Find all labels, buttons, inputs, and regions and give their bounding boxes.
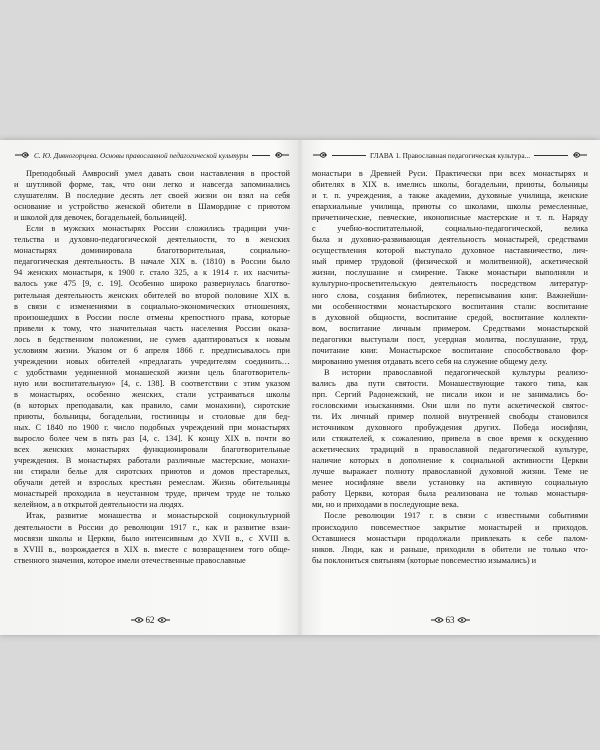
text-line: учреждении новых обителей «предлагать учредителям соединить… [14,356,290,366]
text-line: выросло более чем в пять раз [4, с. 134]. К концу XIX в. почти во [14,434,290,444]
text-line: Преподобный Амвросий умел давать свои наставления в простой [26,169,290,178]
text-line: в связи с изменениями в социально-экономических отношениях, [14,301,290,311]
text-line: прп. Сергий Радонежский, не писали икон и не занимались бо- [312,389,588,399]
text-line: ников. Люди, как и раньше, приходили в обители не только что- [312,544,588,554]
text-line: лось в бедственном положении, не сумев адаптироваться к новым [14,334,290,344]
text-line: обителях в XIX в. имелись школы, богадельни, приюты, больницы [312,180,588,190]
left-page-number: 62 [145,615,155,625]
text-line: ный пример трудовой (физической и молитвенной), аскетической [312,257,588,267]
text-line: ти. Их личный пример полной внутренней свободы становился [312,412,588,422]
text-line: происходило повсеместное закрытие монастырей и приходов. [312,522,588,532]
text-line: условиям жизни. Указом от 6 апреля 1866 г. предписывалось при [14,345,290,355]
text-line: ственного значения, которое имели отечественные православные [14,555,246,565]
text-line: менее иосифляне ввели установку на активную социальную [312,478,588,488]
folio-ornament-left-icon [130,616,144,624]
text-line: монастыри в Древней Руси. Практически при всех монастырях и [312,169,588,178]
text-line: 94 женских монастыря, к 1900 г. стало 325, а к 1914 г. их насчиты- [14,268,290,278]
text-line: вом, воспитание личным примером. Средствами монастырской [312,323,588,333]
fleuron-ornament-icon [274,151,290,159]
right-running-head [312,148,588,162]
text-line: культурно-просветительскую деятельность посредством литератур- [312,279,588,289]
text-line: рительная деятельность женских обителей во второй половине XIX в. [14,290,290,300]
text-line: келейном, а в открытой деятельности на людях. [14,500,184,510]
text-line: После революции 1917 г. в связи с известными событиями [324,511,588,521]
text-line: источником духовного пробуждения других. Победа иосифлян, [312,423,588,433]
text-line: педагогики выступали пост, усердная молитва, послушание, труд, [312,334,588,344]
text-line: в духовной общности, воспитание средой, воспитание коллекти- [312,312,588,322]
text-line: работу Церкви, которая была реализована не только монастыря- [312,489,588,499]
text-line: Оставшиеся монастыри продолжали привлекать к себе палом- [312,533,588,543]
text-line: с учебно-воспитательной, социально-педагогической, велика [312,224,588,234]
text-line: обучали детей и взрослых крестьян ремеслам. Жизнь обительницы [14,478,290,488]
book-spread [0,140,600,635]
text-line: учреждения. В монастырях работали различные мастерские, монахи- [14,456,290,466]
folio-ornament-left-icon [430,616,444,624]
text-line: ных. С 1840 по 1900 г. число подобных учреждений при монастырях [14,423,290,433]
text-line: тельства и духовно-педагогической деятельности, то в женских [14,235,290,245]
text-line: Если в мужских монастырях России сложились традиции учи- [26,224,290,234]
text-line: ни стирали белье для сиротских приютов и домов престарелых, [14,467,290,477]
text-line: гословскими изысканиями. Они шли по пути аскетической святос- [312,400,588,410]
folio-ornament-right-icon [157,616,171,624]
text-line: бы поклониться святыням (которые повсеместно изымались) и [312,555,537,565]
text-line: жизни, послушание и смирение. Также монастыри выполняли и [312,268,588,278]
fleuron-ornament-icon [312,151,328,159]
fleuron-ornament-icon [572,151,588,159]
text-line: слушателям. В последние десять лет своей жизни он взял на себя [14,191,290,201]
left-body-text [14,168,290,566]
text-line: деятельности в России до революции 1917 г., как и развитие взаи- [14,522,290,532]
right-page [300,140,600,635]
text-line: и шутливой форме, так, что они легко и навсегда запоминались [14,180,290,190]
text-line: осуществления которой выступало духовное наставничество, лич- [312,246,588,256]
text-line: наличие которых в дополнение к социальной активности Церкви [312,456,588,466]
text-line: и школой для девочек, богадельней, больницей]. [14,213,187,223]
text-line: или стяжателей, к сожалению, привела в свое время к оскудению [312,434,588,444]
text-line: епархиальные училища, приюты со школами, школы ремесленные, [312,202,588,212]
text-line: в XVIII в., возрождается в XIX в. вместе с возвращением того обще- [14,544,290,554]
text-line: ми, но и приходами в последующие века. [312,500,459,510]
right-body-text [312,168,588,566]
right-running-head-title: ГЛАВА 1. Православная педагогическая культура... [369,150,531,160]
text-line: ную или воспитательную» [4, с. 138]. В соответствии с этим указом [14,378,290,388]
header-rule [252,155,270,156]
text-line: монастырей проходила в неустанном труде, причем труде не только [14,489,290,499]
text-line: мосвязи школы и Церкви, было интенсивным до XVII в., с XVIII в. [14,533,290,543]
text-line: ми особенностями монастырского воспитания стали: воспитание [312,301,588,311]
left-running-head-title: С. Ю. Дивногорцева. Основы православной педагогической культуры [34,150,249,160]
text-line: мированию умения отдавать всего себя на служение общему делу. [312,356,548,366]
text-line: лучше выражает полноту православной духовной жизни. Теме не [312,467,588,477]
text-line: произошедших в России после отмены крепостного права, которые [14,312,290,322]
text-line: причетнические, певческие, иконописные мастерские и т. п. Наряду [312,213,588,223]
text-line: вались два пути святости. Монашествующие такого типа, как [312,378,588,388]
right-folio [300,615,600,625]
left-folio [0,615,300,625]
fleuron-ornament-icon [14,151,30,159]
text-line: (в которых преподавали, как правило, сами монахини), сиротские [14,400,290,410]
text-line: валось уже 475 [9, с. 19]. Особенно широко развернулась благотво- [14,279,290,289]
text-line: почитание книг. Монастырское воспитание способствовало фор- [312,345,588,355]
text-line: ного слова, создания библиотек, переписывания книг. Важнейши- [312,290,588,300]
text-line: педагогическая деятельность. В начале XIX в. (1810) в России было [14,257,290,267]
text-line: Итак, развитие монашества и монастырской социокультурной [26,511,290,521]
text-line: и т. п. учреждения, а также академии, духовные училища, женские [312,191,588,201]
left-running-head [14,148,290,162]
text-line: была и духовно-развивающая деятельность монастырей, средствами [312,235,588,245]
right-page-number: 63 [445,615,455,625]
text-line: монастырях доминировала благотворительная, социально- [14,246,290,256]
text-line: аскетических традиций в православной педагогической культуре, [312,445,588,455]
text-line: привели к тому, что значительная часть населения России оказа- [14,323,290,333]
text-line: всех женских монастырях функционировали благотворительные [14,445,290,455]
header-rule [332,155,366,156]
text-line: с удобствами уединенной монашеской жизни цель благотворитель- [14,367,290,377]
folio-ornament-right-icon [457,616,471,624]
text-line: основание и устройство женской обители в Шамординe с приютом [14,202,290,212]
left-page [0,140,300,635]
text-line: в монастырях, особенно женских, стали устраиваться школы [14,389,290,399]
text-line: приюты, больницы, богадельни, гостиницы и столовые для бед- [14,412,290,422]
text-line: В истории православной педагогической культуры реализо- [324,367,588,377]
header-rule [534,155,568,156]
